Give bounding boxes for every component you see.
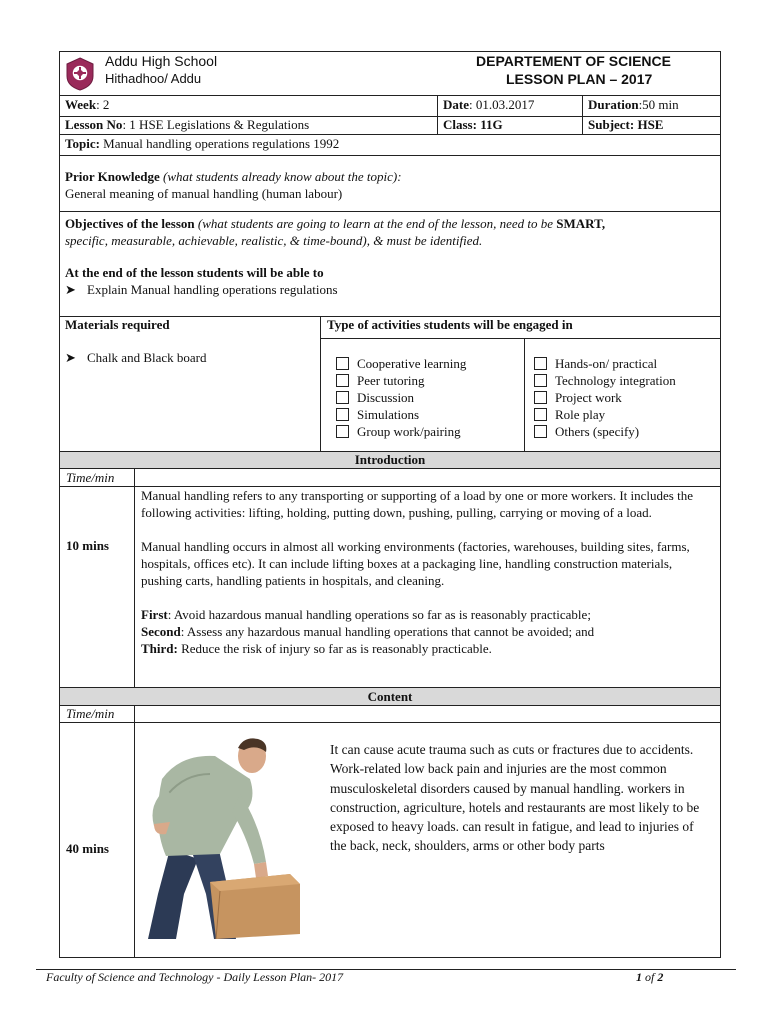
arrow-bullet-icon: ➤: [65, 350, 76, 365]
prior-knowledge-hint: (what students already know about the topic):: [159, 169, 402, 184]
step-label: Second: [141, 624, 181, 639]
materials-item: [65, 350, 207, 366]
content-title: Content: [367, 689, 413, 704]
materials-header: [65, 317, 170, 333]
content-time-header: [66, 706, 114, 722]
prior-knowledge: [65, 168, 715, 202]
checkbox-icon[interactable]: [336, 374, 349, 387]
introduction-steps: [141, 606, 715, 657]
checkbox-icon[interactable]: [336, 408, 349, 421]
objectives: [65, 215, 717, 249]
introduction-para-1: Manual handling refers to any transporting or supporting of a load by one or more workers. It includes the following activities: lifting, holding, putting down, pushing, pulling, carrying or moving of a load.: [141, 488, 693, 520]
introduction-title: Introduction: [354, 452, 426, 467]
activity-label: Technology integration: [555, 373, 676, 388]
content-section-header: [60, 688, 720, 705]
introduction-time-value-text: 10 mins: [66, 538, 109, 553]
checkbox-icon[interactable]: [336, 425, 349, 438]
activity-label: Peer tutoring: [357, 373, 425, 388]
prior-knowledge-label: Prior Knowledge: [65, 169, 160, 184]
content-time-value: [66, 841, 109, 857]
activities-right-list: [534, 355, 676, 440]
lesson-no-cell: [65, 117, 309, 133]
prior-knowledge-text: General meaning of manual handling (human labour): [65, 186, 343, 201]
week-cell: [65, 97, 109, 113]
activity-item[interactable]: [534, 355, 676, 372]
school-location: Hithadhoo/ Addu: [105, 71, 202, 86]
activity-label: Group work/pairing: [357, 424, 461, 439]
content-time-value-text: 40 mins: [66, 841, 109, 856]
checkbox-icon[interactable]: [336, 357, 349, 370]
objectives-end-label: [65, 265, 324, 281]
checkbox-icon[interactable]: [534, 391, 547, 404]
school-name: Addu High School: [105, 53, 218, 69]
activity-item[interactable]: [534, 372, 676, 389]
duration-value: :50 min: [638, 97, 679, 112]
school-logo: [63, 56, 97, 92]
activity-item[interactable]: [336, 355, 466, 372]
activity-label: Discussion: [357, 390, 415, 405]
activity-label: Role play: [555, 407, 606, 422]
activity-label: Hands-on/ practical: [555, 356, 658, 371]
objectives-hint-3: ), & must be identified.: [362, 233, 483, 248]
school-crest-icon: [63, 56, 97, 92]
activities-header-text: Type of activities students will be engaged in: [327, 317, 573, 332]
objectives-end-text: At the end of the lesson students will be able to: [65, 265, 324, 280]
week-value: : 2: [96, 97, 110, 112]
arrow-bullet-icon: ➤: [65, 282, 76, 297]
date-cell: [443, 97, 534, 113]
objectives-hint-2: specific, measurable, achievable, realistic, & time-bound: [65, 233, 363, 248]
objective-bullet-item: [65, 282, 338, 298]
activity-item[interactable]: [336, 372, 466, 389]
checkbox-icon[interactable]: [534, 408, 547, 421]
date-label: Date: [443, 97, 469, 112]
step-text: : Avoid hazardous manual handling operations so far as is reasonably practicable;: [167, 607, 591, 622]
class-label: Class: 11G: [443, 117, 503, 132]
week-label: Week: [65, 97, 97, 112]
content-time-header-text: Time/min: [66, 706, 115, 721]
content-text-part-1: It can cause acute trauma such as cuts or fractures due to accidents. Work-related low back pain and injuries are the most common musculoskeletal disorders caused by manual handling.: [330, 742, 694, 796]
step-label: Third:: [141, 641, 178, 656]
department-title: DEPARTEMENT OF SCIENCE: [476, 53, 671, 69]
topic-cell: [65, 136, 339, 152]
introduction-time-header-text: Time/min: [66, 470, 115, 485]
introduction-body: [141, 487, 715, 657]
activity-label: Project work: [555, 390, 622, 405]
activity-item[interactable]: [336, 389, 466, 406]
activity-item[interactable]: [534, 406, 676, 423]
step-text: : Assess any hazardous manual handling operations that cannot be avoided; and: [180, 624, 595, 639]
objectives-hint-1: (what students are going to learn at the end of the lesson, need to be: [194, 216, 557, 231]
lesson-no-label: Lesson No: [65, 117, 123, 132]
content-body: [330, 740, 705, 856]
page-current: 1: [636, 970, 642, 984]
footer-caption: Faculty of Science and Technology - Daily Lesson Plan- 2017: [46, 970, 344, 984]
step-label: First: [141, 607, 168, 622]
checkbox-icon[interactable]: [336, 391, 349, 404]
back-pain-illustration: [140, 734, 312, 942]
date-value: : 01.03.2017: [469, 97, 535, 112]
introduction-time-value: [66, 538, 109, 554]
footer-text: [46, 970, 343, 985]
introduction-step: [141, 623, 715, 640]
activities-left-list: [336, 355, 466, 440]
introduction-time-header: [66, 470, 114, 486]
page-of: of: [642, 970, 658, 984]
activities-header: [327, 317, 573, 333]
objective-bullet-text: Explain Manual handling operations regulations: [87, 282, 338, 297]
lesson-no-value: : 1 HSE Legislations & Regulations: [122, 117, 310, 132]
topic-label: Topic:: [65, 136, 100, 151]
activity-item[interactable]: [336, 423, 466, 440]
activity-item[interactable]: [534, 389, 676, 406]
introduction-step: [141, 606, 715, 623]
checkbox-icon[interactable]: [534, 374, 547, 387]
class-cell: [443, 117, 503, 133]
content-text-part-2: workers in construction, agriculture, hotels and restaurants are most likely to be exposed to heavy loads. can result in fatigue, and lead to injuries of the back, neck, shoulders, arms or other body parts: [330, 780, 700, 854]
duration-cell: [588, 97, 679, 113]
materials-item-text: Chalk and Black board: [87, 350, 207, 365]
introduction-step: [141, 640, 715, 657]
introduction-para-2: Manual handling occurs in almost all working environments (factories, warehouses, building sites, farms, hospitals, offices etc). It can include lifting boxes at a packaging line, handling construction materials, pushing carts, handling patients in hospitals, and cleaning.: [141, 539, 690, 588]
objectives-smart: SMART,: [556, 216, 606, 231]
page-number: [636, 970, 663, 985]
activity-item[interactable]: [336, 406, 466, 423]
introduction-section-header: [60, 452, 720, 468]
activity-label: Cooperative learning: [357, 356, 467, 371]
step-text: Reduce the risk of injury so far as is reasonably practicable.: [177, 641, 492, 656]
subject-cell: [588, 117, 663, 133]
activity-label: Others (specify): [555, 424, 640, 439]
duration-label: Duration: [588, 97, 639, 112]
lesson-plan-title: LESSON PLAN – 2017: [506, 71, 653, 87]
activity-item[interactable]: [534, 423, 676, 440]
checkbox-icon[interactable]: [534, 425, 547, 438]
objectives-label: Objectives of the lesson: [65, 216, 195, 231]
materials-header-text: Materials required: [65, 317, 170, 332]
activity-label: Simulations: [357, 407, 420, 422]
checkbox-icon[interactable]: [534, 357, 547, 370]
subject-label: Subject: HSE: [588, 117, 664, 132]
page-total: 2: [657, 970, 664, 984]
topic-value: Manual handling operations regulations 1992: [99, 136, 340, 151]
